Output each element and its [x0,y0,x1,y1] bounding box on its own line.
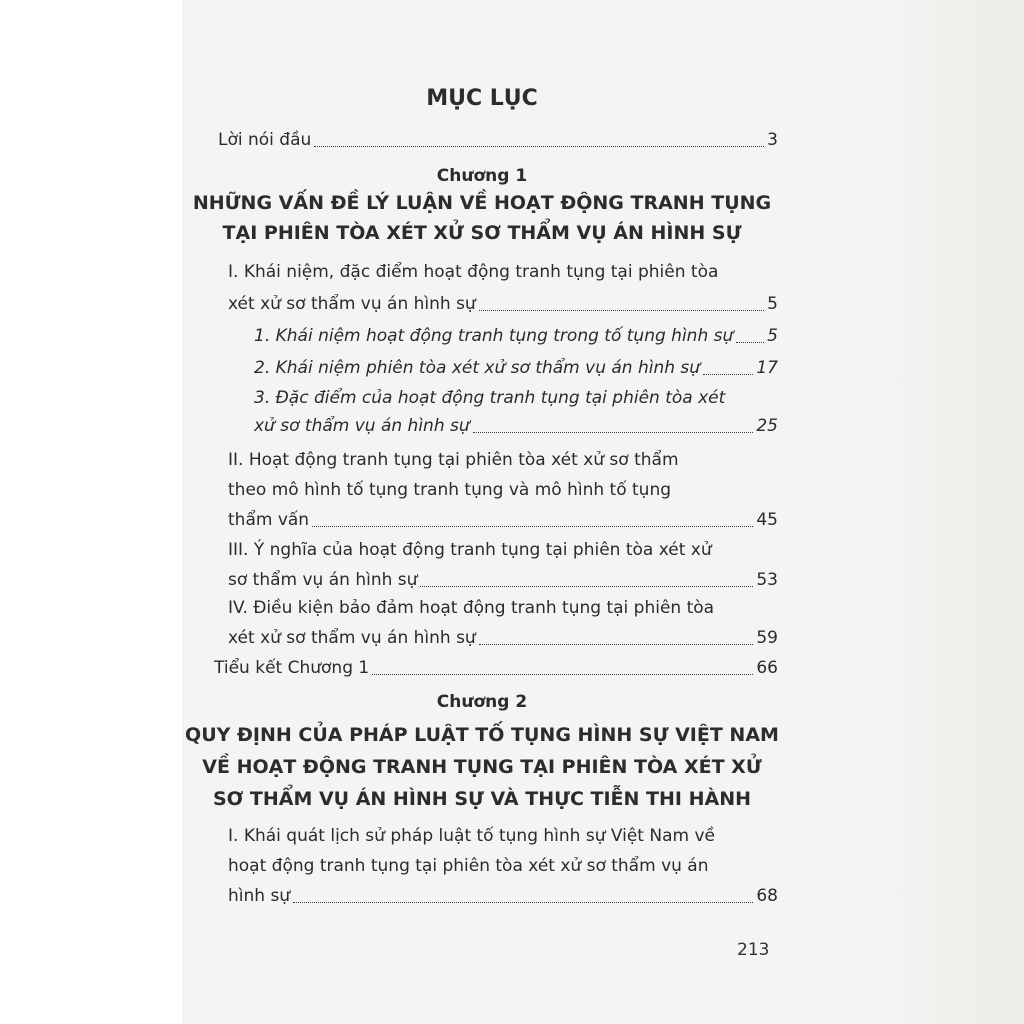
ch1-section2-line2: theo mô hình tố tụng tranh tụng và mô hình tố tụng [228,480,672,500]
entry-label: Tiểu kết Chương 1 [214,658,370,678]
entry-page: 59 [756,628,778,648]
entry-page: 3 [767,130,778,150]
ch1-section1-line1: I. Khái niệm, đặc điểm hoạt động tranh tụng tại phiên tòa [228,262,719,282]
dot-leader [703,374,753,375]
left-margin [0,0,182,1024]
chapter2-title-line1: QUY ĐỊNH CỦA PHÁP LUẬT TỐ TỤNG HÌNH SỰ VIỆT NAM [185,724,779,746]
toc-entry-ch1-1-2[interactable] [254,354,778,382]
entry-label: sơ thẩm vụ án hình sự [228,570,418,590]
entry-page: 5 [767,326,778,346]
entry-page: 5 [767,294,778,314]
dot-leader [293,902,753,903]
book-page [182,0,1024,1024]
dot-leader [314,146,764,147]
toc-entry-preface[interactable] [218,126,778,154]
ch2-section1-line2: hoạt động tranh tụng tại phiên tòa xét xử sơ thẩm vụ án [228,856,709,876]
entry-label: 1. Khái niệm hoạt động tranh tụng trong tố tụng hình sự [254,326,734,346]
entry-label: thẩm vấn [228,510,310,530]
ch1-1-3-line1: 3. Đặc điểm của hoạt động tranh tụng tại phiên tòa xét [254,388,726,408]
dot-leader [372,674,753,675]
entry-page: 66 [756,658,778,678]
entry-label: xét xử sơ thẩm vụ án hình sự [228,628,476,648]
entry-label: hình sự [228,886,291,906]
chapter1-number: Chương 1 [436,166,528,186]
ch1-section3-line1: III. Ý nghĩa của hoạt động tranh tụng tại phiên tòa xét xử [228,540,712,560]
dot-leader [479,310,764,311]
entry-label: xử sơ thẩm vụ án hình sự [254,416,470,436]
toc-entry-ch1-section4[interactable] [228,624,778,652]
toc-entry-ch1-summary[interactable] [214,654,778,682]
toc-title: MỤC LỤC [426,86,538,111]
toc-entry-ch1-1-1[interactable] [254,322,778,350]
chapter1-title-line2: TẠI PHIÊN TÒA XÉT XỬ SƠ THẨM VỤ ÁN HÌNH SỰ [222,222,742,244]
entry-page: 68 [756,886,778,906]
dot-leader [479,644,754,645]
dot-leader [473,432,754,433]
chapter2-number: Chương 2 [436,692,528,712]
chapter2-title-line2: VỀ HOẠT ĐỘNG TRANH TỤNG TẠI PHIÊN TÒA XÉT XỬ [202,756,762,778]
ch2-section1-line1: I. Khái quát lịch sử pháp luật tố tụng hình sự Việt Nam về [228,826,715,846]
page-number: 213 [737,940,770,960]
page-bleed-shadow [882,0,1024,1024]
toc-entry-ch1-section1[interactable] [228,290,778,318]
chapter2-title-line3: SƠ THẨM VỤ ÁN HÌNH SỰ VÀ THỰC TIỄN THI HÀNH [212,788,752,810]
entry-page: 53 [756,570,778,590]
entry-page: 17 [756,358,778,378]
dot-leader [736,342,764,343]
chapter1-title-line1: NHỮNG VẤN ĐỀ LÝ LUẬN VỀ HOẠT ĐỘNG TRANH TỤNG [192,192,772,214]
entry-page: 45 [756,510,778,530]
toc-entry-ch1-section3[interactable] [228,566,778,594]
entry-label: Lời nói đầu [218,130,312,150]
dot-leader [312,526,753,527]
toc-entry-ch1-1-3[interactable] [254,412,778,440]
entry-label: xét xử sơ thẩm vụ án hình sự [228,294,476,314]
entry-page: 25 [756,416,778,436]
ch1-section2-line1: II. Hoạt động tranh tụng tại phiên tòa xét xử sơ thẩm [228,450,679,470]
toc-entry-ch2-section1[interactable] [228,882,778,910]
toc-entry-ch1-section2[interactable] [228,506,778,534]
dot-leader [420,586,753,587]
entry-label: 2. Khái niệm phiên tòa xét xử sơ thẩm vụ án hình sự [254,358,701,378]
ch1-section4-line1: IV. Điều kiện bảo đảm hoạt động tranh tụng tại phiên tòa [228,598,715,618]
